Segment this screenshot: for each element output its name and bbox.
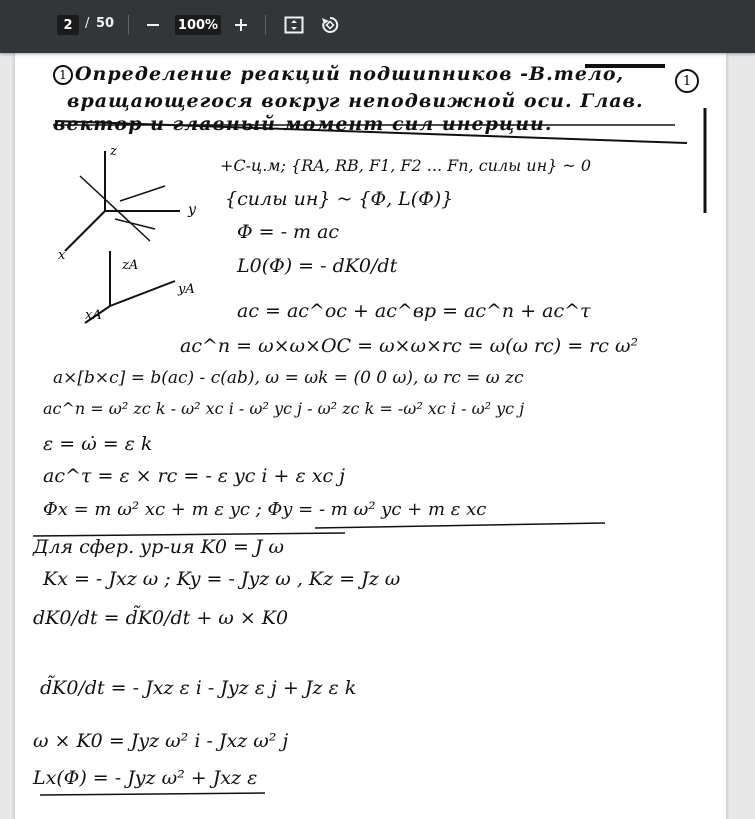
equation-line: L0(Φ) = - dK0/dt: [237, 255, 398, 277]
document-viewer[interactable]: [0, 53, 755, 819]
plus-icon: [234, 18, 248, 32]
equation-line: Lx(Φ) = - Jyz ω² + Jxz ε: [33, 767, 258, 789]
axis-label-y: y: [188, 202, 196, 218]
fit-to-page-button[interactable]: [281, 12, 307, 38]
equation-line: dK0/dt = d̃K0/dt + ω × K0: [33, 607, 289, 629]
axis-label-yA: yA: [178, 282, 195, 297]
title-line-1: Определение реакций подшипников -В.тело,: [75, 63, 625, 85]
minus-icon: [146, 18, 160, 32]
equation-line: ω × K0 = Jyz ω² i - Jxz ω² j: [33, 730, 289, 752]
page-separator: /: [85, 16, 90, 31]
equation-line: Kx = - Jxz ω ; Ky = - Jyz ω , Kz = Jz ω: [43, 568, 401, 590]
equation-line: Φ = - m ac: [237, 221, 340, 243]
pdf-toolbar: [0, 0, 755, 53]
equation-line: d̃K0/dt = - Jxz ε i - Jyz ε j + Jz ε k: [40, 677, 357, 699]
page-number-input[interactable]: 2: [57, 15, 79, 35]
zoom-in-button[interactable]: [228, 12, 254, 38]
equation-line: ac^n = ω×ω×OC = ω×ω×rc = ω(ω rc) = rc ω²: [180, 335, 639, 357]
pdf-page: [15, 53, 726, 819]
equation-line: Φx = m ω² xc + m ε yc ; Φy = - m ω² yc + m ε xc: [43, 499, 487, 520]
equation-line: ac = ac^ос + ac^вр = ac^n + ac^τ: [237, 300, 591, 322]
axis-label-x: x: [58, 248, 66, 263]
total-pages: 50: [96, 16, 115, 31]
equation-line: +C-ц.м; {RA, RB, F1, F2 ... Fn, силы ин} ~ 0: [220, 156, 592, 175]
axis-label-zA: zA: [122, 258, 139, 273]
title-line-2: вращающегося вокруг неподвижной оси. Глав.: [67, 90, 644, 112]
handwriting-underlines: [15, 53, 726, 819]
fit-to-page-icon: [284, 16, 304, 34]
toolbar-divider: [265, 15, 266, 35]
rotate-button[interactable]: [317, 12, 343, 38]
page-circle-mark: 1: [675, 69, 699, 93]
equation-line: a×[b×c] = b(ac) - c(ab), ω = ωk = (0 0 ω), ω rc = ω zc: [53, 368, 524, 388]
rotate-icon: [320, 15, 340, 35]
equation-line: ε = ω̇ = ε k: [43, 433, 153, 455]
title-line-3: вектор и главный момент сил инерции.: [53, 113, 553, 135]
equation-line: ac^n = ω² zc k - ω² xc i - ω² yc j - ω² zc k = -ω² xc i - ω² yc j: [43, 399, 525, 418]
equation-line: ac^τ = ε × rc = - ε yc i + ε xc j: [43, 465, 346, 487]
equation-line: {силы ин} ~ {Φ, L(Φ)}: [225, 188, 454, 210]
equation-line: Для сфер. ур-ия K0 = J ω: [33, 536, 285, 558]
axis-label-xA: xA: [85, 308, 102, 323]
axis-label-z: z: [110, 144, 117, 159]
zoom-level-input[interactable]: 100%: [175, 15, 221, 35]
section-number-mark: 1: [53, 65, 73, 85]
zoom-out-button[interactable]: [140, 12, 166, 38]
toolbar-divider: [128, 15, 129, 35]
